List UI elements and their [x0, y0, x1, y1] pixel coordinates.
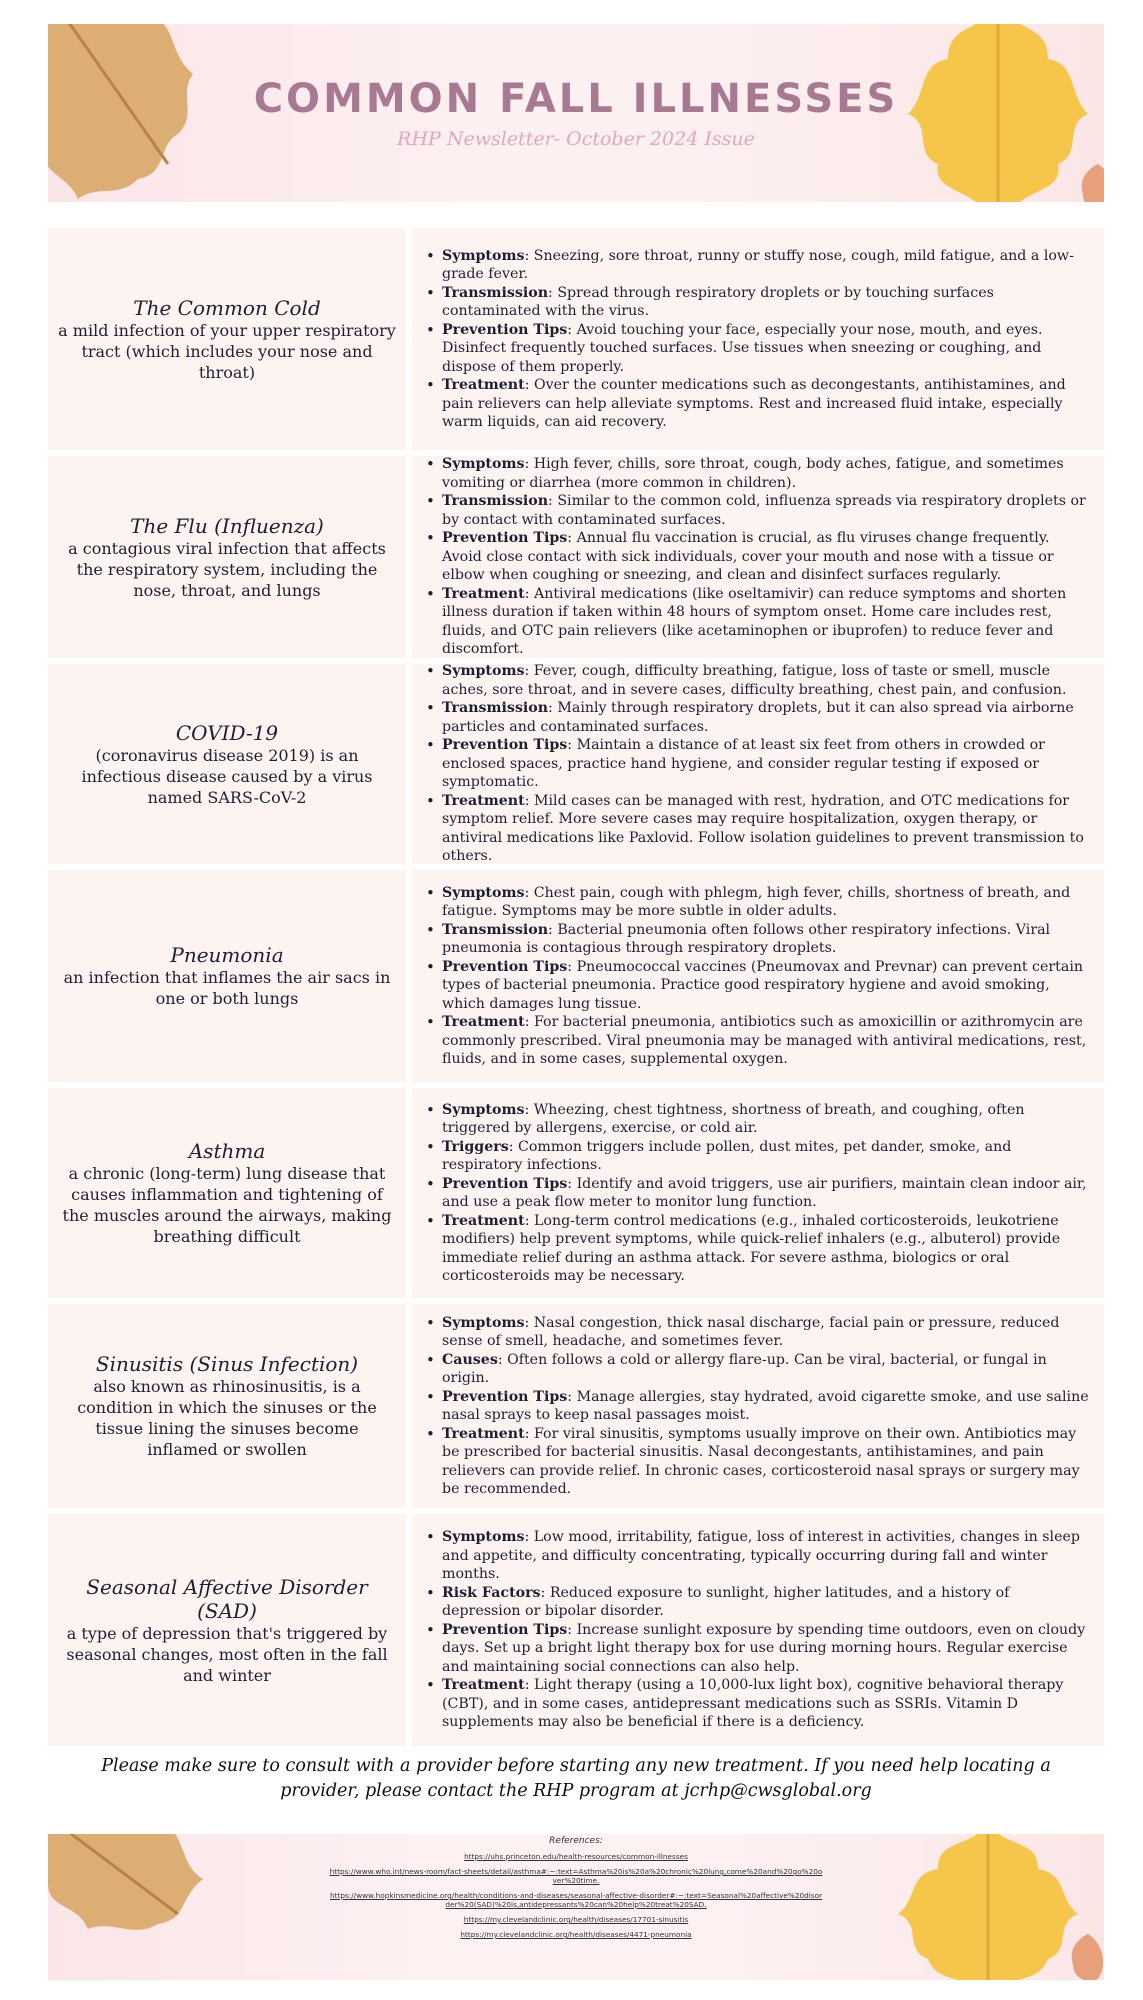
list-item: • Transmission: Spread through respiratory droplets or by touching surfaces contaminated with the virus.: [422, 284, 1092, 321]
page-title: COMMON FALL ILLNESSES: [253, 76, 899, 122]
list-item: • Treatment: For bacterial pneumonia, antibiotics such as amoxicillin or azithromycin are commonly prescribed. Viral pneumonia may be managed with antiviral medications, rest, fluids, and in some cases, supplemental oxygen.: [422, 1013, 1092, 1069]
illness-name: Asthma: [188, 1139, 266, 1163]
illness-row-asthma: [48, 1088, 1104, 1298]
illness-description: a chronic (long-term) lung disease that causes inflammation and tightening of the muscles around the airways, making breathing difficult: [62, 1164, 392, 1246]
yellow-oak-leaf-icon: [888, 1834, 1088, 1980]
newsletter-header: [48, 24, 1104, 202]
illness-summary-cell: [48, 664, 406, 864]
illness-description: a contagious viral infection that affects the respiratory system, including the nose, throat, and lungs: [68, 538, 386, 600]
list-item: • Treatment: For viral sinusitis, symptoms usually improve on their own. Antibiotics may be prescribed for bacterial sinusitis. Nasal decongestants, antihistamines, and pain relievers can provide relief. In chronic cases, corticosteroid nasal sprays or surgery may be recommended.: [422, 1425, 1092, 1499]
illness-summary-cell: [48, 456, 406, 658]
illness-row-sad: [48, 1514, 1104, 1746]
reference-link[interactable]: https://my.clevelandclinic.org/health/diseases/4471-pneumonia: [460, 1930, 692, 1939]
illness-row-pneumonia: [48, 870, 1104, 1082]
illness-details-cell: [412, 1088, 1104, 1298]
list-item: • Symptoms: Low mood, irritability, fatigue, loss of interest in activities, changes in sleep and appetite, and difficulty concentrating, typically occurring during fall and winter months.: [422, 1528, 1092, 1584]
list-item: • Transmission: Bacterial pneumonia often follows other respiratory infections. Viral pneumonia is contagious through respiratory droplets.: [422, 921, 1092, 958]
list-item: • Prevention Tips: Maintain a distance of at least six feet from others in crowded or enclosed spaces, practice hand hygiene, and consider regular testing if exposed or symptomatic.: [422, 736, 1092, 792]
list-item: • Symptoms: Chest pain, cough with phlegm, high fever, chills, shortness of breath, and fatigue. Symptoms may be more subtle in older adults.: [422, 884, 1092, 921]
list-item: • Transmission: Similar to the common cold, influenza spreads via respiratory droplets or by contact with contaminated surfaces.: [422, 492, 1092, 529]
illness-row-common-cold: [48, 228, 1104, 450]
illness-description: also known as rhinosinusitis, is a condition in which the sinuses or the tissue lining the sinuses become inflamed or swollen: [77, 1377, 377, 1459]
list-item: • Treatment: Over the counter medications such as decongestants, antihistamines, and pain relievers can help alleviate symptoms. Rest and increased fluid intake, especially warm liquids, can aid recovery.: [422, 376, 1092, 432]
list-item: • Prevention Tips: Identify and avoid triggers, use air purifiers, maintain clean indoor air, and use a peak flow meter to monitor lung function.: [422, 1175, 1092, 1212]
reference-link[interactable]: https://uhs.princeton.edu/health-resources/common-illnesses: [464, 1852, 688, 1861]
list-item: • Prevention Tips: Pneumococcal vaccines (Pneumovax and Prevnar) can prevent certain types of bacterial pneumonia. Practice good respiratory hygiene and avoid smoking, which damages lung tissue.: [422, 958, 1092, 1014]
list-item: • Symptoms: Wheezing, chest tightness, shortness of breath, and coughing, often triggered by allergens, exercise, or cold air.: [422, 1101, 1092, 1138]
illness-name: Pneumonia: [170, 943, 284, 967]
illness-name: Seasonal Affective Disorder (SAD): [86, 1574, 368, 1623]
illness-summary-cell: [48, 1514, 406, 1746]
list-item: • Treatment: Antiviral medications (like oseltamivir) can reduce symptoms and shorten illness duration if taken within 48 hours of symptom onset. Home care includes rest, fluids, and OTC pain relievers (like acetaminophen or ibuprofen) to reduce fever and discomfort.: [422, 585, 1092, 659]
list-item: • Treatment: Long-term control medications (e.g., inhaled corticosteroids, leukotriene modifiers) help prevent symptoms, while quick-relief inhalers (e.g., albuterol) provide immediate relief during an asthma attack. For severe asthma, biologics or oral corticosteroids may be necessary.: [422, 1212, 1092, 1286]
illness-details-cell: [412, 1304, 1104, 1508]
illness-description: an infection that inflames the air sacs in one or both lungs: [63, 968, 391, 1008]
illness-row-flu: [48, 456, 1104, 658]
list-item: • Triggers: Common triggers include pollen, dust mites, pet dander, smoke, and respiratory infections.: [422, 1138, 1092, 1175]
references-title: References:: [549, 1836, 603, 1846]
illness-details-cell: [412, 228, 1104, 450]
list-item: • Prevention Tips: Manage allergies, stay hydrated, avoid cigarette smoke, and use saline nasal sprays to keep nasal passages moist.: [422, 1388, 1092, 1425]
illness-description: a type of depression that's triggered by seasonal changes, most often in the fall and winter: [66, 1623, 388, 1685]
illness-summary-cell: [48, 870, 406, 1082]
illness-details-cell: [412, 870, 1104, 1082]
list-item: • Risk Factors: Reduced exposure to sunlight, higher latitudes, and a history of depression or bipolar disorder.: [422, 1584, 1092, 1621]
illness-row-sinusitis: [48, 1304, 1104, 1508]
illness-row-covid-19: [48, 664, 1104, 864]
page-subtitle: RHP Newsletter- October 2024 Issue: [397, 128, 755, 150]
list-item: • Prevention Tips: Avoid touching your face, especially your nose, mouth, and eyes. Disinfect frequently touched surfaces. Use tissues when sneezing or coughing, and dispose of them properly.: [422, 321, 1092, 377]
illness-points-list: [422, 662, 1092, 866]
illness-description: (coronavirus disease 2019) is an infectious disease caused by a virus named SARS-CoV-2: [81, 745, 373, 807]
list-item: • Causes: Often follows a cold or allergy flare-up. Can be viral, bacterial, or fungal in origin.: [422, 1351, 1092, 1388]
brown-oak-leaf-icon: [48, 1834, 218, 1944]
illness-points-list: [422, 884, 1092, 1069]
illness-description: a mild infection of your upper respiratory tract (which includes your nose and throat): [58, 320, 396, 382]
small-leaf-icon: [1068, 1934, 1104, 1980]
illness-points-list: [422, 1314, 1092, 1499]
reference-link[interactable]: https://www.who.int/news-room/fact-sheets/detail/asthma#:~:text=Asthma%20is%20a%20chronic%20lung,come%20and%20go%20over%20time.: [329, 1867, 823, 1885]
list-item: • Treatment: Light therapy (using a 10,000-lux light box), cognitive behavioral therapy (CBT), and in some cases, antidepressant medications such as SSRIs. Vitamin D supplements may also be beneficial if there is a deficiency.: [422, 1676, 1092, 1732]
illness-details-cell: [412, 664, 1104, 864]
list-item: • Treatment: Mild cases can be managed with rest, hydration, and OTC medications for symptom relief. More severe cases may require hospitalization, oxygen therapy, or antiviral medications like Paxlovid. Follow isolation guidelines to prevent transmission to others.: [422, 792, 1092, 866]
list-item: • Symptoms: High fever, chills, sore throat, cough, body aches, fatigue, and sometimes vomiting or diarrhea (more common in children).: [422, 455, 1092, 492]
list-item: • Symptoms: Fever, cough, difficulty breathing, fatigue, loss of taste or smell, muscle aches, sore throat, and in severe cases, difficulty breathing, chest pain, and confusion.: [422, 662, 1092, 699]
references-list: [328, 1834, 824, 1945]
illness-name: COVID-19: [175, 720, 279, 745]
references-section: [48, 1834, 1104, 1980]
illness-points-list: [422, 1101, 1092, 1286]
illness-name: The Flu (Influenza): [130, 513, 324, 538]
illness-details-cell: [412, 1514, 1104, 1746]
list-item: • Prevention Tips: Annual flu vaccination is crucial, as flu viruses change frequently. Avoid close contact with sick individuals, cover your mouth and nose with a tissue or elbow when coughing or sneezing, and clean and disinfect surfaces regularly.: [422, 529, 1092, 585]
illness-summary-cell: [48, 1088, 406, 1298]
reference-link[interactable]: https://my.clevelandclinic.org/health/diseases/17701-sinusitis: [463, 1915, 689, 1924]
illness-summary-cell: [48, 1304, 406, 1508]
illness-points-list: [422, 247, 1092, 432]
list-item: • Symptoms: Nasal congestion, thick nasal discharge, facial pain or pressure, reduced sense of smell, headache, and sometimes fever.: [422, 1314, 1092, 1351]
consult-provider-note: Please make sure to consult with a provider before starting any new treatment. If you need help locating a provider, please contact the RHP program at jcrhp@cwsglobal.org: [101, 1756, 1051, 1801]
illness-summary-cell: [48, 228, 406, 450]
illness-details-cell: [412, 456, 1104, 658]
list-item: • Prevention Tips: Increase sunlight exposure by spending time outdoors, even on cloudy days. Set up a bright light therapy box for use during morning hours. Regular exercise and maintaining social connections can also help.: [422, 1621, 1092, 1677]
reference-link[interactable]: https://www.hopkinsmedicine.org/health/conditions-and-diseases/seasonal-affective-disorder#:~:text=Seasonal%20affective%20disorder%20(SAD)%20is,antidepressants%20can%20help%20treat%20SAD.: [329, 1891, 823, 1909]
list-item: • Symptoms: Sneezing, sore throat, runny or stuffy nose, cough, mild fatigue, and a low-grade fever.: [422, 247, 1092, 284]
illness-points-list: [422, 455, 1092, 659]
list-item: • Transmission: Mainly through respiratory droplets, but it can also spread via airborne particles and contaminated surfaces.: [422, 699, 1092, 736]
illness-points-list: [422, 1528, 1092, 1732]
illness-name: Sinusitis (Sinus Infection): [95, 1352, 359, 1376]
small-leaf-icon: [1078, 164, 1104, 202]
illness-name: The Common Cold: [133, 295, 321, 320]
